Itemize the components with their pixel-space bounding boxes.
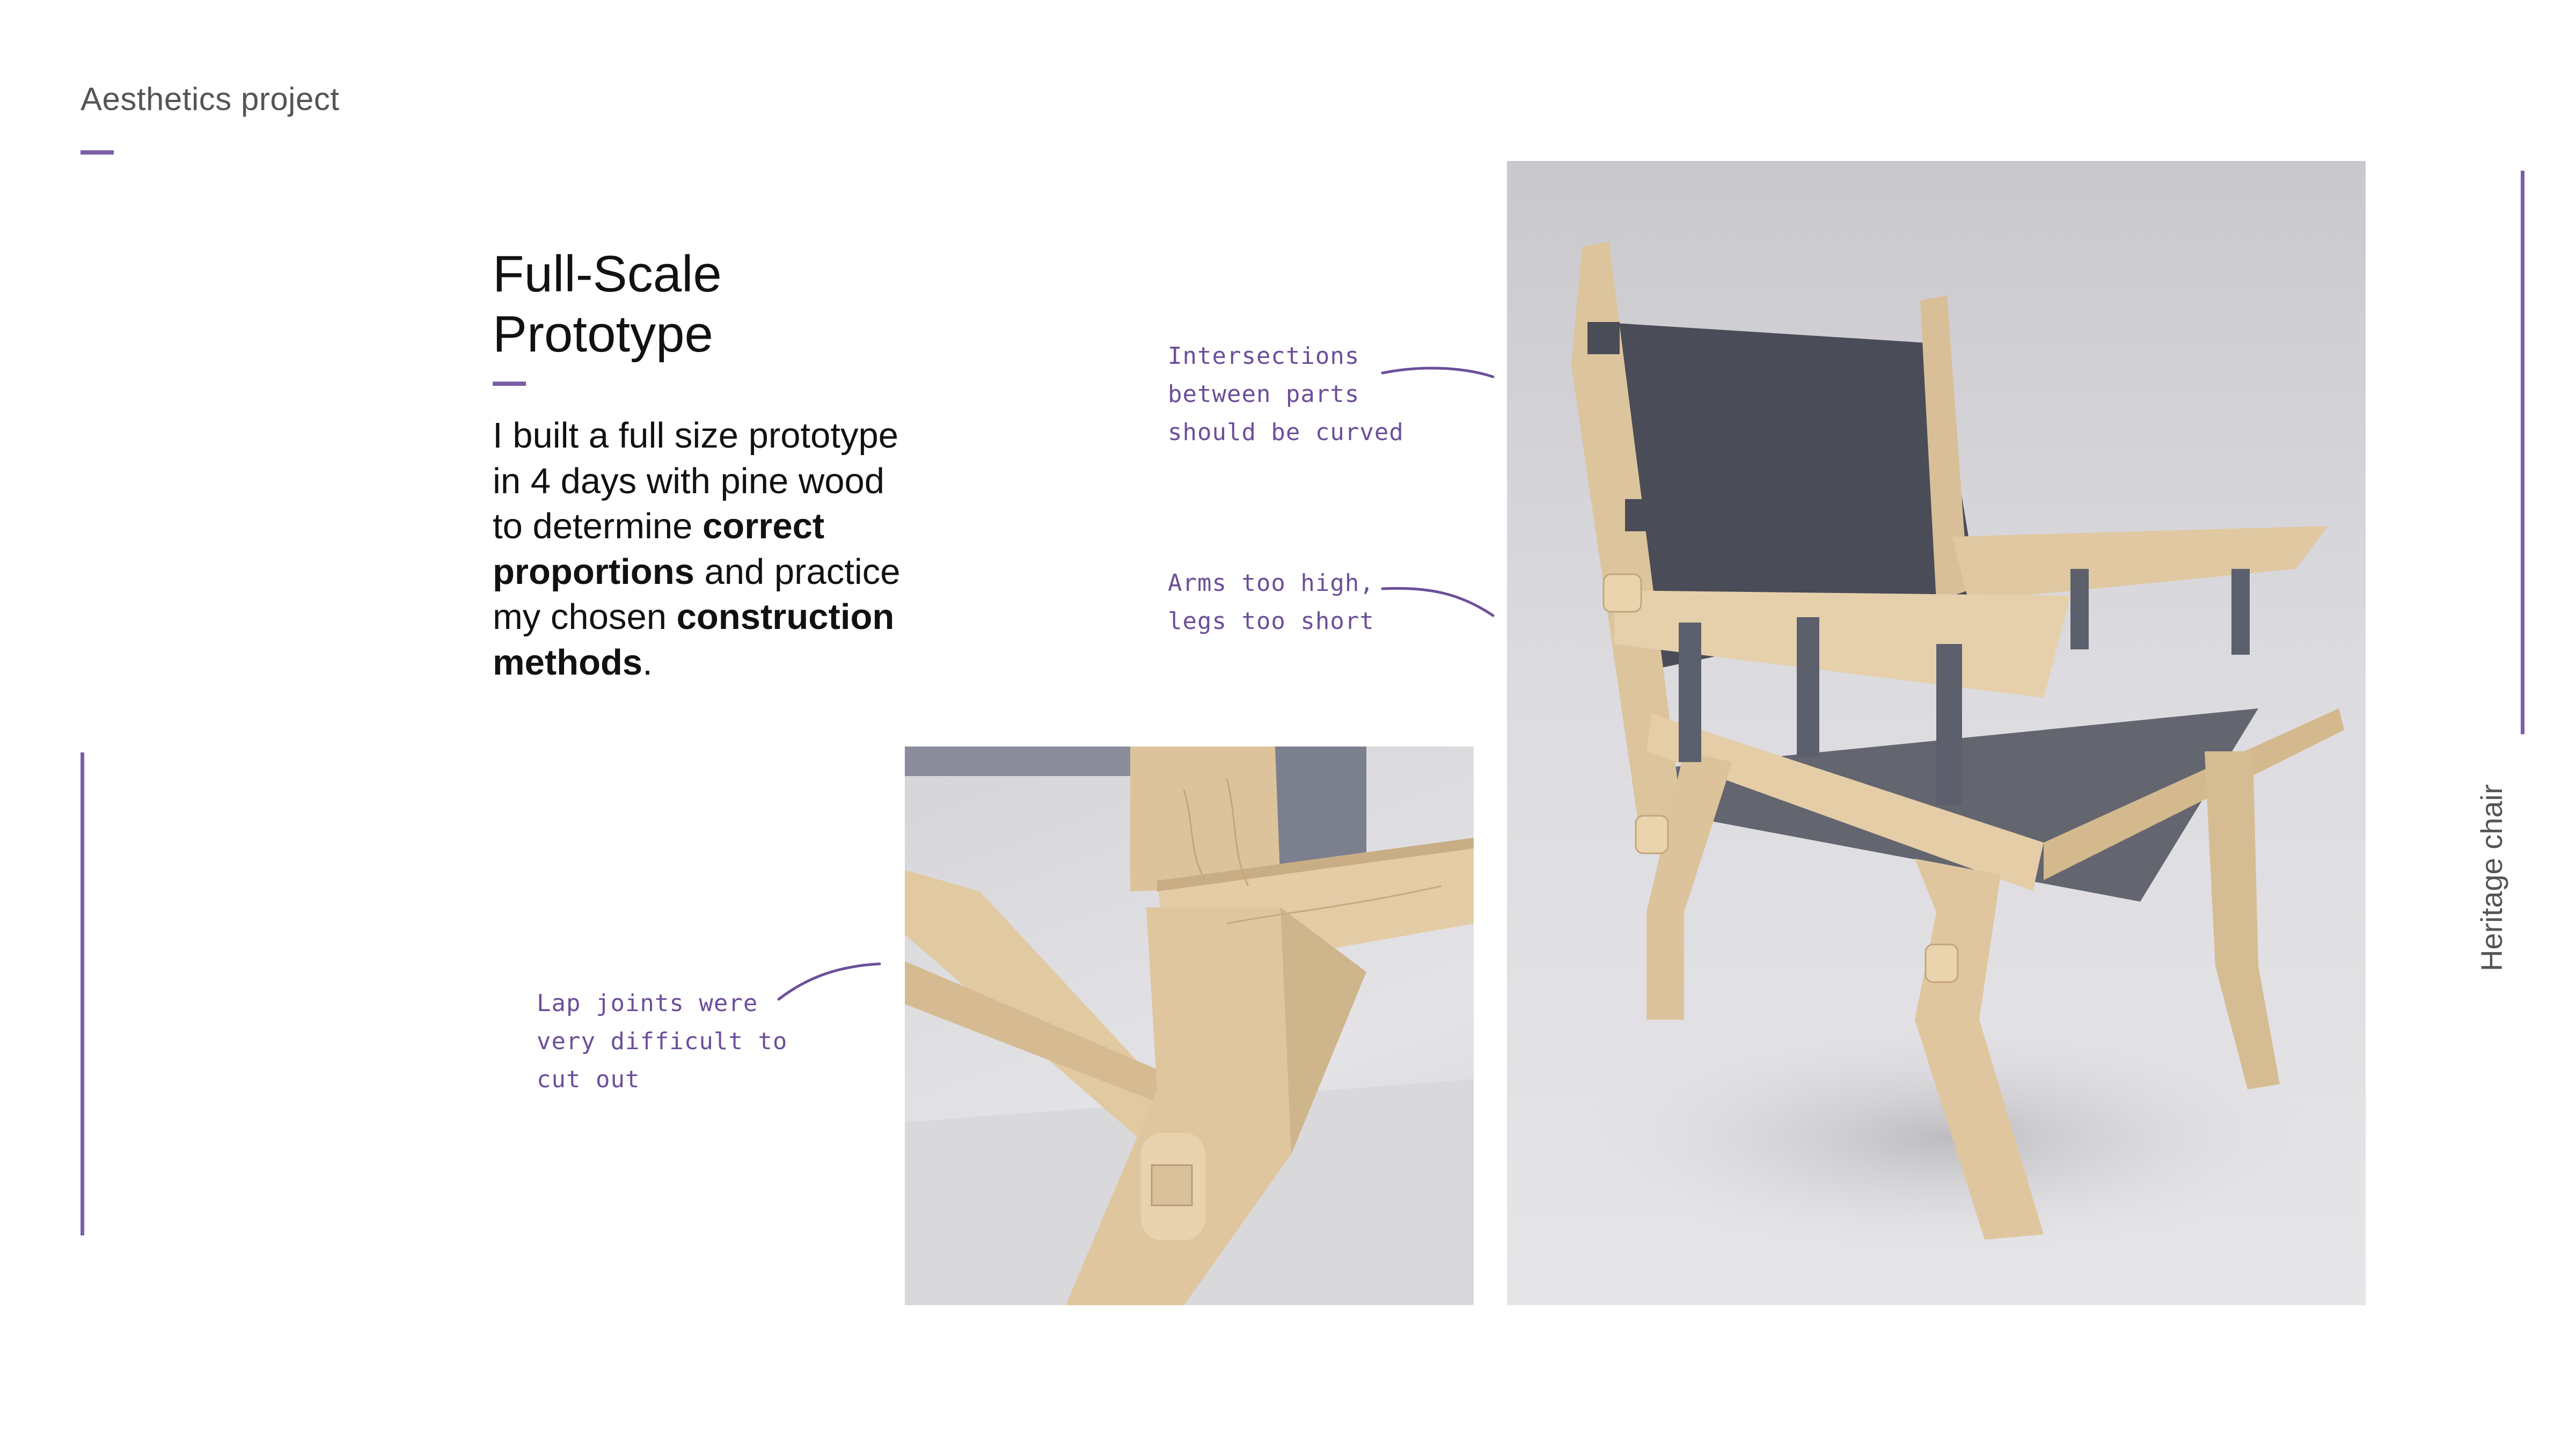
body-text-3: .	[642, 642, 653, 683]
annotation-arms: Arms too high, legs too short	[1168, 569, 1374, 635]
detail-photo-illustration	[905, 747, 1474, 1305]
header-accent-dash	[80, 150, 114, 155]
annotation-intersections-leader	[1379, 365, 1497, 386]
title-line-2: Prototype	[493, 305, 713, 363]
annotation-lap-joints: Lap joints were very difficult to cut out	[537, 990, 788, 1093]
body-bold-2: construction methods	[493, 597, 895, 683]
body-text-2: and practice my chosen	[493, 551, 901, 637]
body-text-1: I built a full size prototype in 4 days with pine wood to determine	[493, 415, 899, 546]
section-title	[493, 244, 976, 364]
annotation-intersections: Intersections between parts should be curved	[1168, 342, 1404, 446]
left-accent-rule	[80, 752, 84, 1235]
title-line-1: Full-Scale	[493, 245, 722, 303]
main-photo	[1507, 161, 2366, 1305]
project-label: Aesthetics project	[80, 81, 340, 117]
detail-photo	[905, 747, 1474, 1305]
side-label: Heritage chair	[2475, 784, 2508, 971]
right-accent-rule	[2521, 171, 2524, 734]
body-bold-1: correct proportions	[493, 506, 825, 592]
annotation-lap-joints-leader	[775, 961, 883, 1004]
title-accent-dash	[493, 382, 526, 386]
body-paragraph	[493, 413, 901, 685]
annotation-arms-leader	[1379, 582, 1497, 625]
chair-illustration	[1507, 161, 2366, 1305]
